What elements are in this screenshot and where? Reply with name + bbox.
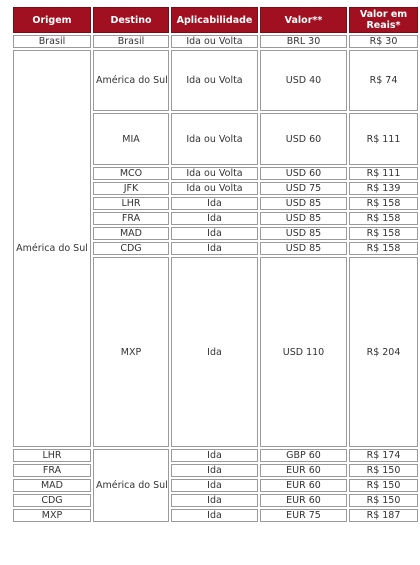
valor-reais-cell: R$ 139 (349, 182, 418, 195)
valor-cell: EUR 60 (260, 494, 347, 507)
valor-reais-cell: R$ 111 (349, 113, 418, 165)
valor-cell: USD 60 (260, 167, 347, 180)
origem-cell: MXP (13, 509, 91, 522)
table-row (13, 494, 418, 507)
valor-reais-cell: R$ 174 (349, 449, 418, 462)
origem-cell: MAD (13, 479, 91, 492)
table-row (13, 50, 418, 111)
valor-cell: USD 85 (260, 197, 347, 210)
destino-cell: América do Sul (93, 449, 169, 522)
valor-cell: EUR 75 (260, 509, 347, 522)
destino-cell: JFK (93, 182, 169, 195)
valor-reais-cell: R$ 150 (349, 479, 418, 492)
header-valor: Valor** (260, 7, 347, 33)
destino-cell: América do Sul (93, 50, 169, 111)
valor-reais-cell: R$ 158 (349, 242, 418, 255)
destino-cell: MCO (93, 167, 169, 180)
header-valor-em-reais: Valor em Reais* (349, 7, 418, 33)
origem-cell: América do Sul (13, 50, 91, 447)
valor-reais-cell: R$ 158 (349, 197, 418, 210)
valor-cell: USD 110 (260, 257, 347, 447)
aplicabilidade-cell: Ida (171, 479, 258, 492)
valor-cell: USD 85 (260, 227, 347, 240)
destino-cell: Brasil (93, 35, 169, 48)
aplicabilidade-cell: Ida ou Volta (171, 35, 258, 48)
destino-cell: FRA (93, 212, 169, 225)
valor-cell: USD 85 (260, 242, 347, 255)
aplicabilidade-cell: Ida ou Volta (171, 50, 258, 111)
table-row (13, 509, 418, 522)
aplicabilidade-cell: Ida ou Volta (171, 167, 258, 180)
table-row (13, 479, 418, 492)
destino-cell: MXP (93, 257, 169, 447)
aplicabilidade-cell: Ida (171, 227, 258, 240)
table-row (13, 449, 418, 462)
aplicabilidade-cell: Ida (171, 197, 258, 210)
valor-cell: USD 85 (260, 212, 347, 225)
origem-cell: LHR (13, 449, 91, 462)
aplicabilidade-cell: Ida (171, 494, 258, 507)
aplicabilidade-cell: Ida (171, 449, 258, 462)
fee-table (11, 5, 420, 524)
table-row (13, 35, 418, 48)
header-origem: Origem (13, 7, 91, 33)
origem-cell: Brasil (13, 35, 91, 48)
valor-reais-cell: R$ 150 (349, 464, 418, 477)
destino-cell: LHR (93, 197, 169, 210)
valor-reais-cell: R$ 74 (349, 50, 418, 111)
valor-reais-cell: R$ 111 (349, 167, 418, 180)
aplicabilidade-cell: Ida (171, 212, 258, 225)
valor-cell: EUR 60 (260, 479, 347, 492)
origem-cell: CDG (13, 494, 91, 507)
valor-cell: BRL 30 (260, 35, 347, 48)
valor-reais-cell: R$ 30 (349, 35, 418, 48)
valor-reais-cell: R$ 187 (349, 509, 418, 522)
valor-reais-cell: R$ 158 (349, 227, 418, 240)
destino-cell: CDG (93, 242, 169, 255)
destino-cell: MAD (93, 227, 169, 240)
origem-cell: FRA (13, 464, 91, 477)
header-aplicabilidade: Aplicabilidade (171, 7, 258, 33)
aplicabilidade-cell: Ida (171, 464, 258, 477)
aplicabilidade-cell: Ida (171, 509, 258, 522)
valor-cell: USD 40 (260, 50, 347, 111)
valor-reais-cell: R$ 150 (349, 494, 418, 507)
valor-reais-cell: R$ 204 (349, 257, 418, 447)
aplicabilidade-cell: Ida ou Volta (171, 113, 258, 165)
table-header-row (13, 7, 418, 33)
valor-reais-cell: R$ 158 (349, 212, 418, 225)
valor-cell: USD 75 (260, 182, 347, 195)
valor-cell: USD 60 (260, 113, 347, 165)
aplicabilidade-cell: Ida (171, 257, 258, 447)
table-row (13, 464, 418, 477)
aplicabilidade-cell: Ida ou Volta (171, 182, 258, 195)
destino-cell: MIA (93, 113, 169, 165)
valor-cell: EUR 60 (260, 464, 347, 477)
aplicabilidade-cell: Ida (171, 242, 258, 255)
valor-cell: GBP 60 (260, 449, 347, 462)
header-destino: Destino (93, 7, 169, 33)
